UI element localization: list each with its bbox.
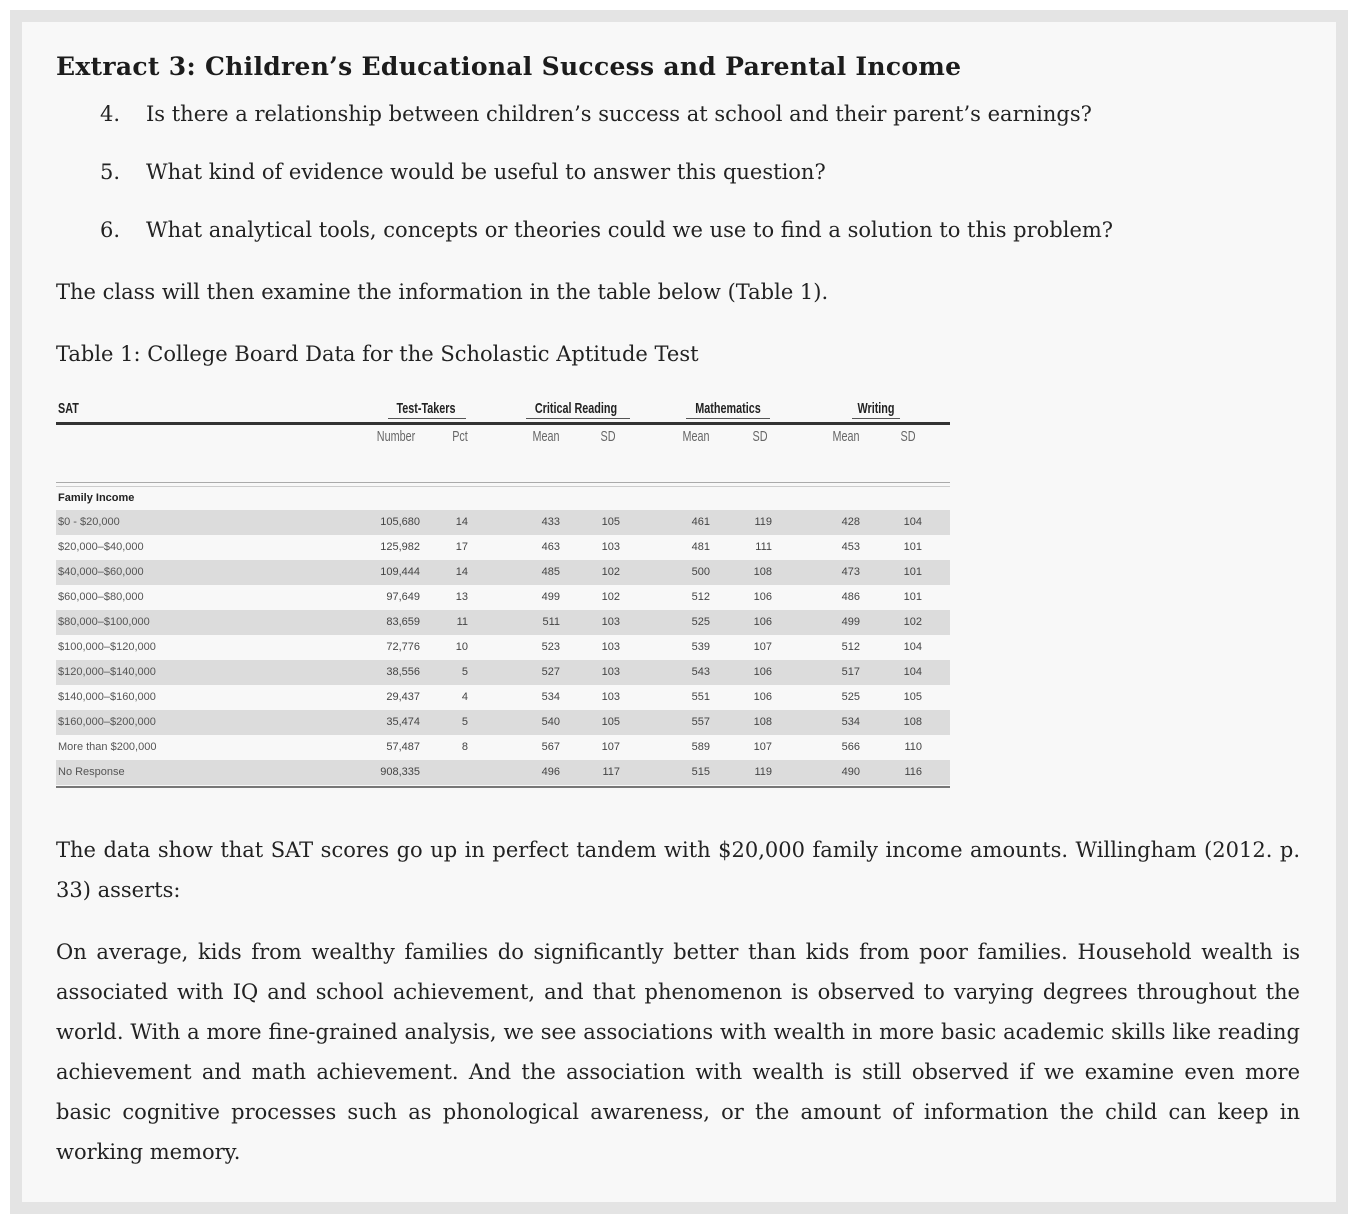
mathematics-mean: 543 <box>691 666 710 678</box>
income-bracket: $100,000–$120,000 <box>58 641 156 653</box>
cr-mean-subheader: Mean <box>532 428 560 445</box>
mathematics-mean: 481 <box>691 541 710 553</box>
income-bracket: $80,000–$100,000 <box>58 616 150 628</box>
family-income-label: Family Income <box>58 492 135 504</box>
critical-reading-sd: 107 <box>601 741 620 753</box>
test-taker-number: 38,556 <box>386 666 420 678</box>
question-item <box>100 102 1092 126</box>
test-taker-number: 57,487 <box>386 741 420 753</box>
table-row <box>56 760 950 785</box>
writing-mean: 473 <box>841 566 860 578</box>
sat-column-header: SAT <box>58 400 79 417</box>
test-taker-pct: 5 <box>461 666 468 678</box>
test-taker-number: 72,776 <box>386 641 420 653</box>
mathematics-sd: 106 <box>753 616 772 628</box>
extract-heading: Extract 3: Children’s Educational Success and Parental Income <box>56 52 962 81</box>
critical-reading-sd: 105 <box>601 716 620 728</box>
writing-mean-subheader: Mean <box>832 428 860 445</box>
critical-reading-mean: 463 <box>541 541 560 553</box>
critical-reading-mean: 540 <box>541 716 560 728</box>
income-bracket: $120,000–$140,000 <box>58 666 156 678</box>
math-mean-subheader: Mean <box>682 428 710 445</box>
mathematics-mean: 557 <box>691 716 710 728</box>
table-caption: Table 1: College Board Data for the Scholastic Aptitude Test <box>56 342 699 366</box>
test-taker-number: 109,444 <box>380 566 420 578</box>
mathematics-mean: 512 <box>691 591 710 603</box>
question-item <box>100 160 826 184</box>
writing-mean: 517 <box>841 666 860 678</box>
critical-reading-sd: 105 <box>601 516 620 528</box>
writing-sd: 110 <box>904 741 922 753</box>
critical-reading-mean: 527 <box>541 666 560 678</box>
test-taker-number: 29,437 <box>386 691 420 703</box>
income-bracket: $0 - $20,000 <box>58 516 120 528</box>
test-taker-pct: 4 <box>461 691 468 703</box>
writing-sd-subheader: SD <box>900 428 916 445</box>
income-bracket: $160,000–$200,000 <box>58 716 156 728</box>
question-item <box>100 218 1113 242</box>
mathematics-mean: 500 <box>691 566 710 578</box>
table-row <box>56 560 950 585</box>
mathematics-header: Mathematics <box>695 400 761 417</box>
income-bracket: More than $200,000 <box>58 741 157 753</box>
critical-reading-mean: 567 <box>541 741 560 753</box>
critical-reading-sd: 103 <box>601 666 620 678</box>
table-row <box>56 585 950 610</box>
mathematics-sd: 108 <box>753 716 772 728</box>
subheader-rule <box>56 482 950 483</box>
subheader-rule-secondary <box>56 486 950 487</box>
mathematics-sd: 106 <box>753 691 772 703</box>
sat-table <box>56 398 950 790</box>
writing-mean: 534 <box>841 716 860 728</box>
question-text: Is there a relationship between children’s success at school and their parent’s earnings? <box>146 102 1092 126</box>
writing-mean: 428 <box>841 516 860 528</box>
intro-paragraph: The class will then examine the information in the table below (Table 1). <box>56 280 829 304</box>
table-row <box>56 660 950 685</box>
critical-reading-mean: 433 <box>541 516 560 528</box>
mathematics-sd: 106 <box>753 591 772 603</box>
question-text: What kind of evidence would be useful to answer this question? <box>146 160 826 184</box>
mathematics-mean: 525 <box>691 616 710 628</box>
critical-reading-sd: 103 <box>601 691 620 703</box>
test-taker-pct: 5 <box>461 716 468 728</box>
mathematics-sd: 107 <box>753 641 772 653</box>
test-taker-number: 35,474 <box>386 716 420 728</box>
critical-reading-header: Critical Reading <box>534 400 618 417</box>
mathematics-mean: 551 <box>691 691 710 703</box>
math-sd-subheader: SD <box>752 428 768 445</box>
income-bracket: $20,000–$40,000 <box>58 541 144 553</box>
table-row <box>56 610 950 635</box>
writing-sd: 116 <box>904 766 922 778</box>
mathematics-mean: 461 <box>691 516 710 528</box>
mathematics-sd: 111 <box>755 541 772 553</box>
critical-reading-sd: 117 <box>602 766 620 778</box>
critical-reading-underline <box>526 418 630 419</box>
writing-underline <box>852 418 900 419</box>
writing-mean: 499 <box>841 616 860 628</box>
pct-subheader: Pct <box>452 428 468 445</box>
mathematics-mean: 515 <box>691 766 710 778</box>
writing-mean: 512 <box>841 641 860 653</box>
critical-reading-mean: 499 <box>541 591 560 603</box>
writing-sd: 108 <box>903 716 922 728</box>
data-summary-paragraph: The data show that SAT scores go up in perfect tandem with $20,000 family income amounts. Willingham (2012. p. 33) asserts: <box>56 838 1300 902</box>
writing-sd: 102 <box>903 616 922 628</box>
mathematics-underline <box>686 418 770 419</box>
question-text: What analytical tools, concepts or theories could we use to find a solution to this problem? <box>146 218 1114 242</box>
question-number: 6. <box>100 218 121 242</box>
writing-sd: 101 <box>903 541 922 553</box>
writing-mean: 525 <box>841 691 860 703</box>
writing-mean: 566 <box>841 741 860 753</box>
table-row <box>56 685 950 710</box>
mathematics-sd: 107 <box>753 741 772 753</box>
mathematics-sd: 119 <box>754 766 772 778</box>
table-row <box>56 510 950 535</box>
test-taker-number: 125,982 <box>380 541 420 553</box>
writing-sd: 104 <box>903 516 922 528</box>
test-takers-header: Test-Takers <box>396 400 456 417</box>
willingham-quote: On average, kids from wealthy families do significantly better than kids from poor families. Household wealth is associated with IQ and school achievement, and that phenomenon is observed to varying degrees throughout the world. With a more fine-grained analysis, we see associations with wealth in more basic academic skills like reading achievement and math achievement. And the association with wealth is still observed if we examine even more basic cognitive processes such as phonological awareness, or the amount of information the child can keep in working memory. <box>56 940 1300 1164</box>
mathematics-sd: 106 <box>753 666 772 678</box>
test-taker-pct: 11 <box>456 616 468 628</box>
number-subheader: Number <box>376 428 416 445</box>
mathematics-sd: 119 <box>754 516 772 528</box>
table-bottom-rule <box>56 786 950 788</box>
critical-reading-mean: 523 <box>541 641 560 653</box>
writing-sd: 101 <box>903 591 922 603</box>
table-row <box>56 710 950 735</box>
test-taker-pct: 13 <box>455 591 468 603</box>
test-taker-number: 908,335 <box>380 766 420 778</box>
table-row <box>56 735 950 760</box>
test-taker-pct: 14 <box>455 566 468 578</box>
header-rule <box>56 422 950 425</box>
mathematics-mean: 539 <box>691 641 710 653</box>
writing-sd: 104 <box>903 666 922 678</box>
test-taker-pct: 14 <box>455 516 468 528</box>
mathematics-mean: 589 <box>691 741 710 753</box>
critical-reading-mean: 534 <box>541 691 560 703</box>
critical-reading-sd: 102 <box>601 566 620 578</box>
income-bracket: No Response <box>58 766 125 778</box>
writing-sd: 105 <box>903 691 922 703</box>
table-body <box>56 510 950 785</box>
test-takers-underline <box>388 418 466 419</box>
income-bracket: $140,000–$160,000 <box>58 691 156 703</box>
critical-reading-sd: 103 <box>601 641 620 653</box>
writing-mean: 490 <box>841 766 860 778</box>
writing-header: Writing <box>857 400 895 417</box>
critical-reading-mean: 511 <box>542 616 560 628</box>
critical-reading-sd: 103 <box>601 541 620 553</box>
mathematics-sd: 108 <box>753 566 772 578</box>
critical-reading-mean: 496 <box>541 766 560 778</box>
income-bracket: $60,000–$80,000 <box>58 591 144 603</box>
question-number: 5. <box>100 160 121 184</box>
table-row <box>56 635 950 660</box>
cr-sd-subheader: SD <box>600 428 616 445</box>
critical-reading-mean: 485 <box>541 566 560 578</box>
test-taker-pct: 8 <box>461 741 468 753</box>
writing-mean: 453 <box>841 541 860 553</box>
critical-reading-sd: 103 <box>601 616 620 628</box>
writing-sd: 104 <box>903 641 922 653</box>
question-number: 4. <box>100 102 121 126</box>
critical-reading-sd: 102 <box>601 591 620 603</box>
test-taker-number: 83,659 <box>386 616 420 628</box>
test-taker-number: 97,649 <box>386 591 420 603</box>
income-bracket: $40,000–$60,000 <box>58 566 144 578</box>
test-taker-pct: 10 <box>455 641 468 653</box>
writing-mean: 486 <box>841 591 860 603</box>
writing-sd: 101 <box>903 566 922 578</box>
test-taker-pct: 17 <box>455 541 468 553</box>
table-row <box>56 535 950 560</box>
test-taker-number: 105,680 <box>380 516 420 528</box>
